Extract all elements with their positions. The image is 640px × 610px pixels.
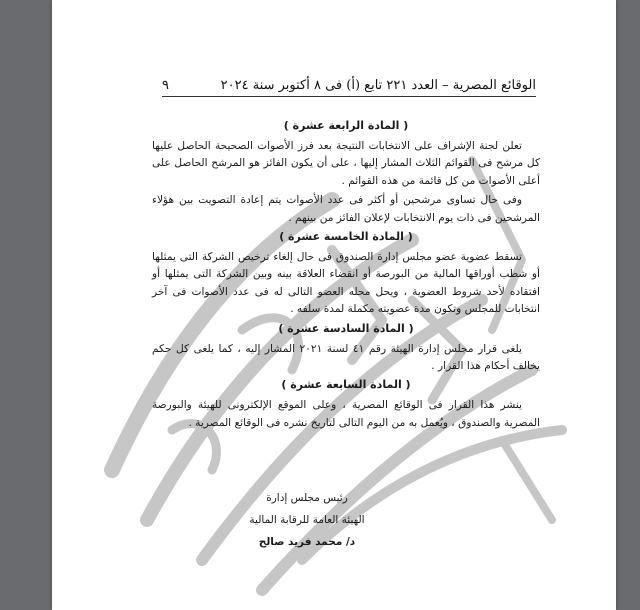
signature-title: رئيس مجلس إدارة <box>266 492 348 504</box>
signature-organization: الهيئة العامة للرقابة المالية <box>249 514 365 526</box>
document-body <box>152 118 540 434</box>
signature-block <box>222 487 392 553</box>
article-heading: ( المادة الرابعة عشرة ) <box>283 119 409 132</box>
paragraph: تعلن لجنة الإشراف على الانتخابات النتيجة بعد فرز الأصوات الصحيحة الحاصل عليها كل مرشح فى القوائم الثلاث المشار إليها ، على أن يكون الفائز هو المرشح الحاصل على أعلى الأصوات من كل قائمة من هذه القوائم . <box>152 140 540 187</box>
article-heading: ( المادة السادسة عشرة ) <box>278 321 414 335</box>
article-heading: ( المادة الخامسة عشرة ) <box>279 230 413 244</box>
header-title: الوقائع المصرية – العدد ٢٢١ تابع (أ) فى ٨ أكتوبر سنة ٢٠٢٤ <box>220 78 536 93</box>
signature-name: د/ محمد فريد صالح <box>258 536 356 548</box>
article-15 <box>152 229 540 319</box>
paragraph: يلغى قرار مجلس إدارة الهيئة رقم ٤١ لسنة ٢٠٢١ المشار إليه ، كما يلغى كل حكم يخالف أحكام هذا القرار . <box>152 342 540 373</box>
page-header <box>162 78 536 96</box>
article-14 <box>152 118 540 227</box>
paragraph: تسقط عضوية عضو مجلس إدارة الصندوق فى حال إلغاء ترخيص الشركة التى يمثلها أو شطب أوراقها المالية من البورصة أو انقضاء العلاقة بينه وبين الشركة التى يمثلها أو افتقاده لأحد شروط العضوية ، ويحل محله العضو التالى له فى عدد الأصوات فى آخر انتخابات للمجلس وتكون مدة عضويته مكملة لمدة سلفه . <box>152 251 540 316</box>
page-number: ٩ <box>162 78 169 93</box>
article-17 <box>152 377 540 432</box>
article-16 <box>152 321 540 376</box>
paragraph: وفى حال تساوى مرشحين أو أكثر فى عدد الأصوات يتم إعادة التصويت بين هؤلاء المرشحين فى ذات يوم الانتخابات لإعلان الفائز من بينهم . <box>152 194 540 224</box>
document-page <box>52 0 616 610</box>
article-heading: ( المادة السابعة عشرة ) <box>281 378 411 392</box>
paragraph: ينشر هذا القرار فى الوقائع المصرية ، وعلى الموقع الإلكترونى للهيئة والبورصة المصرية والصندوق ، ويُعمل به من اليوم التالى لتاريخ نشره فى الوقائع المصرية . <box>152 399 540 429</box>
header-divider <box>162 96 536 97</box>
